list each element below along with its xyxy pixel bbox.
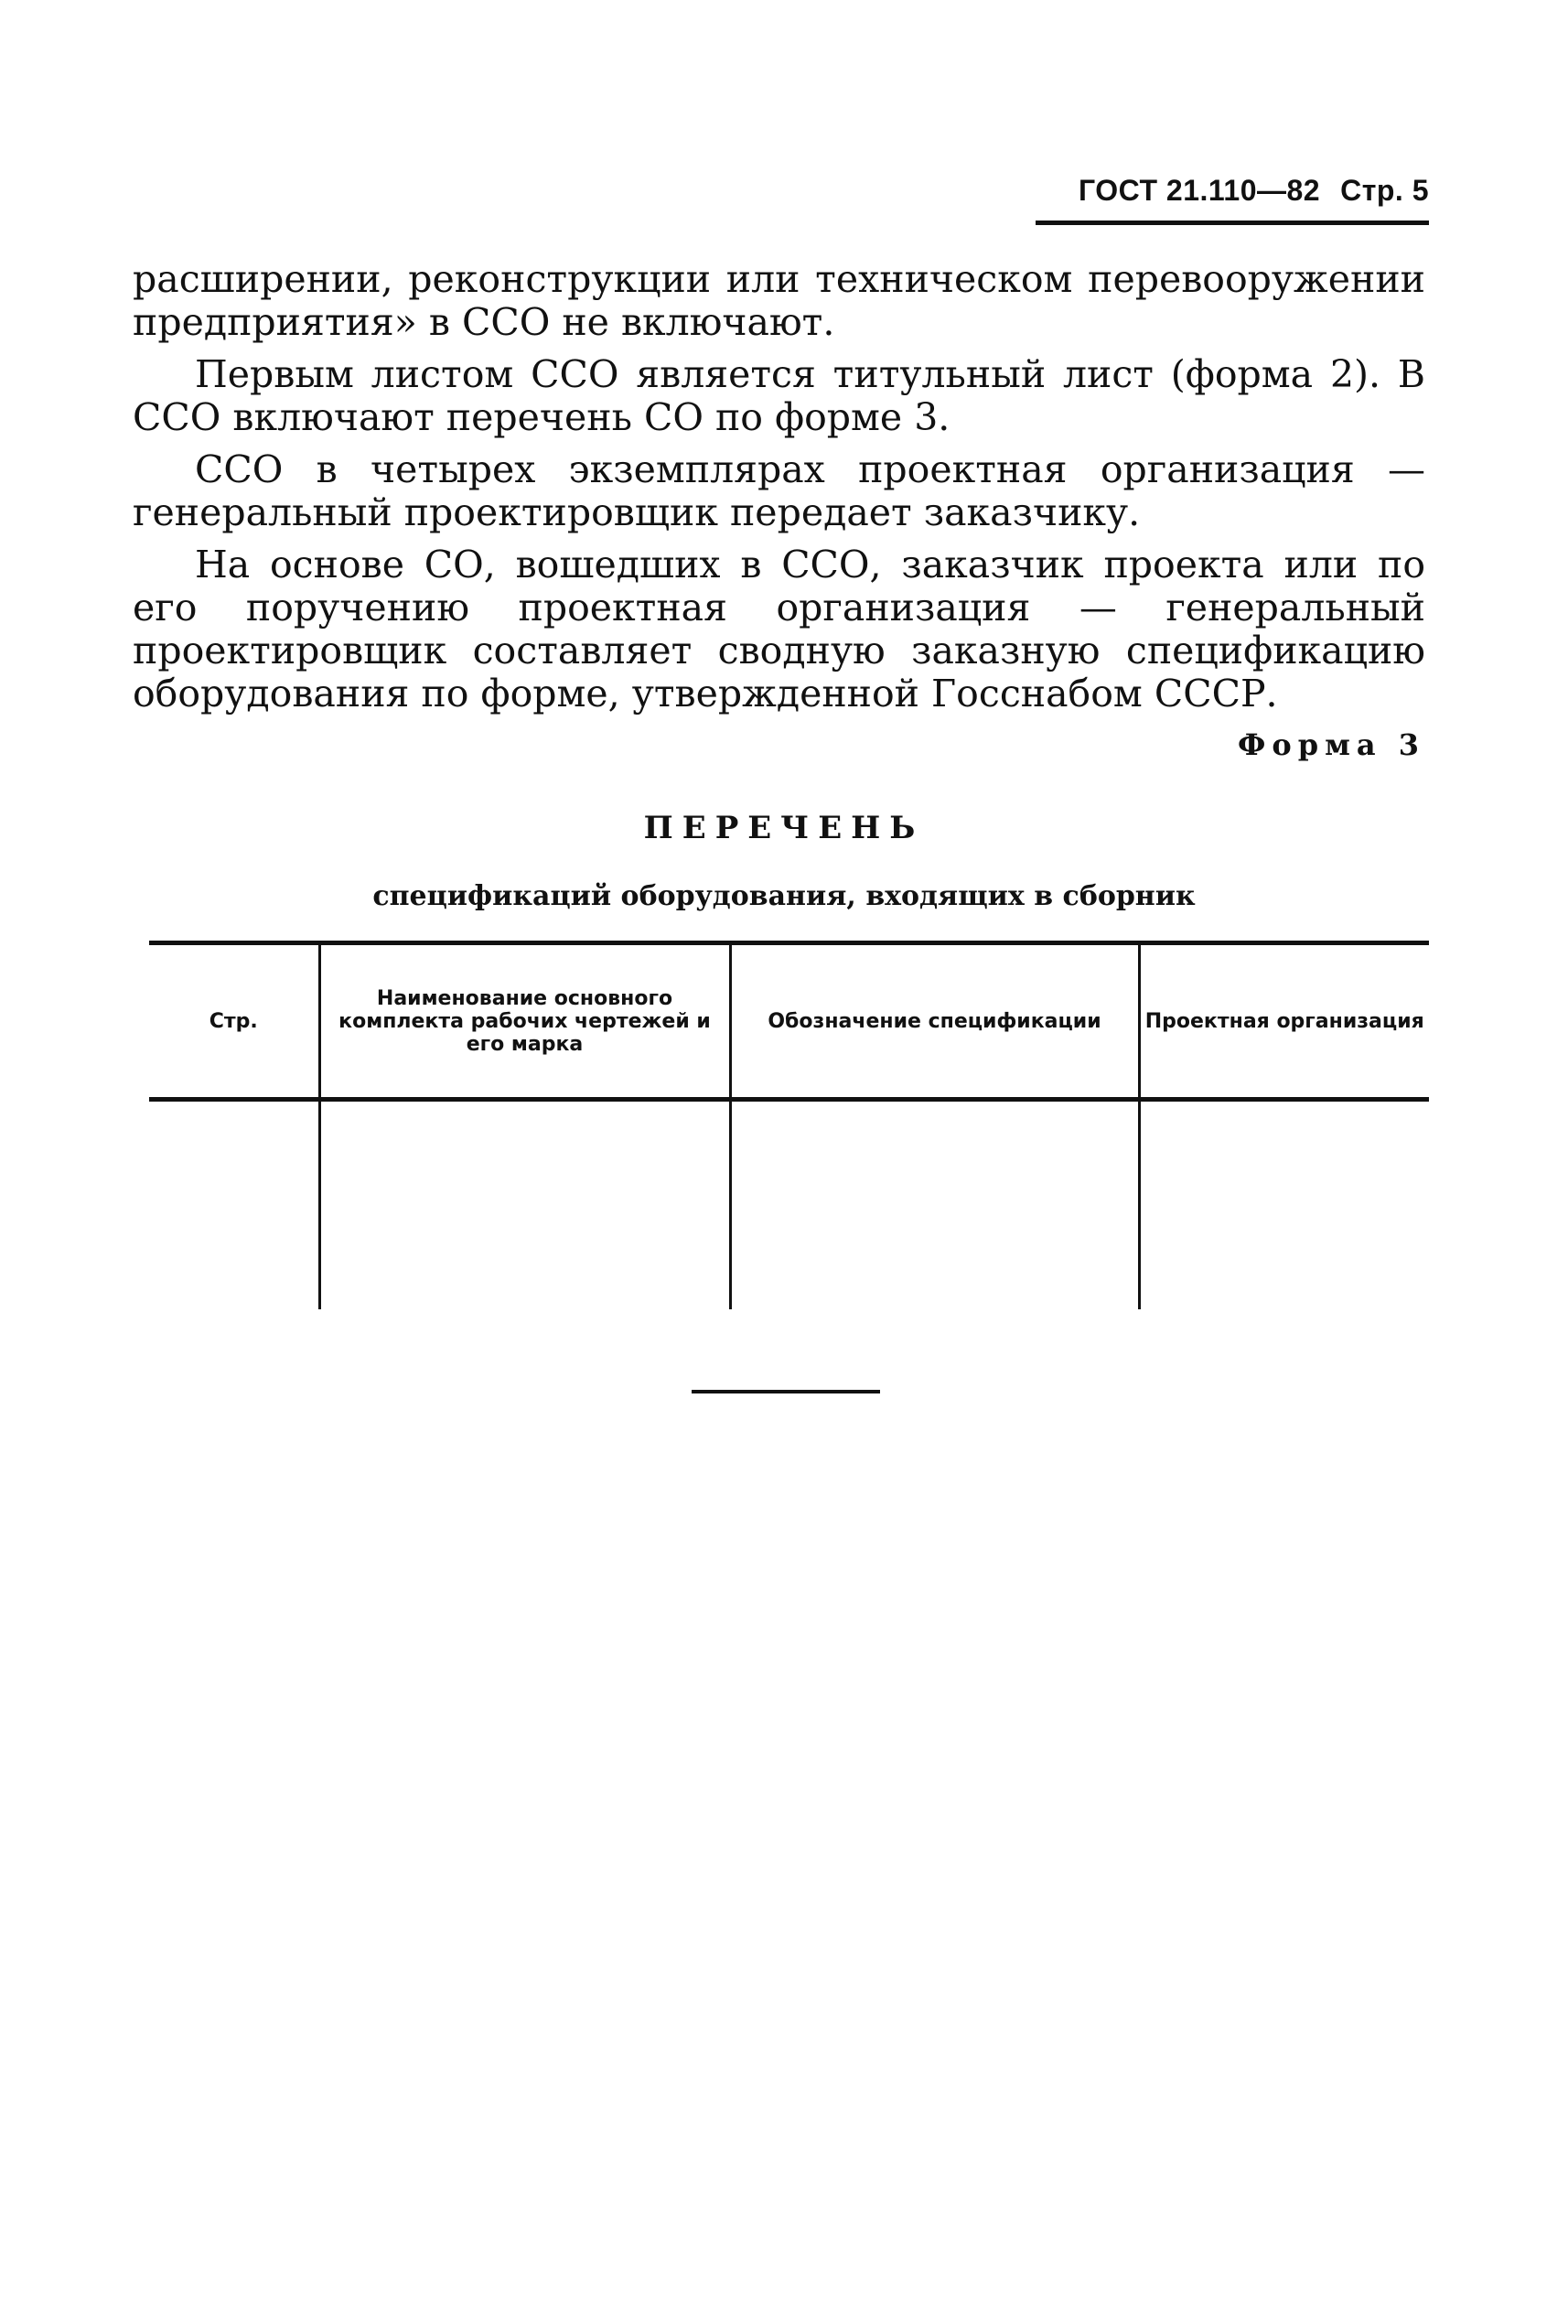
specification-list-table bbox=[149, 941, 1429, 1309]
column-header-spec-designation: Обозначение спецификации bbox=[730, 943, 1139, 1100]
form-label: Форма 3 bbox=[1237, 727, 1425, 762]
paragraph: Первым листом ССО является титульный лист (форма 2). В ССО включают перечень СО по форме 3. bbox=[133, 352, 1425, 439]
column-header-drawing-set: Наименование основного комплекта рабочих чертежей и его марка bbox=[319, 943, 730, 1100]
column-header-design-organization: Проектная организация bbox=[1139, 943, 1429, 1100]
page-header bbox=[1036, 174, 1429, 225]
column-header-page: Стр. bbox=[149, 943, 319, 1100]
document-code: ГОСТ 21.110—82 bbox=[1079, 174, 1321, 207]
paragraph: ССО в четырех экземплярах проектная организация — генеральный проектировщик передает заказчику. bbox=[133, 447, 1425, 534]
table-cell bbox=[730, 1100, 1139, 1310]
page-number: Стр. 5 bbox=[1340, 174, 1429, 207]
paragraph: расширении, реконструкции или техническом перевооружении предприятия» в ССО не включают. bbox=[133, 257, 1425, 344]
body-text bbox=[133, 258, 1425, 725]
table-cell bbox=[1139, 1100, 1429, 1310]
paragraph: На основе СО, вошедших в ССО, заказчик проекта или по его поручению проектная организация — генеральный проектировщик составляет сводную заказную спецификацию оборудования по форме, утвержденной Госснабом СССР. bbox=[133, 543, 1425, 715]
end-divider bbox=[692, 1390, 880, 1393]
table-row bbox=[149, 1100, 1429, 1310]
table-header-row bbox=[149, 943, 1429, 1100]
form-title: ПЕРЕЧЕНЬ bbox=[643, 810, 925, 846]
table-cell bbox=[149, 1100, 319, 1310]
form-subtitle: спецификаций оборудования, входящих в сборник bbox=[372, 880, 1196, 912]
table-cell bbox=[319, 1100, 730, 1310]
